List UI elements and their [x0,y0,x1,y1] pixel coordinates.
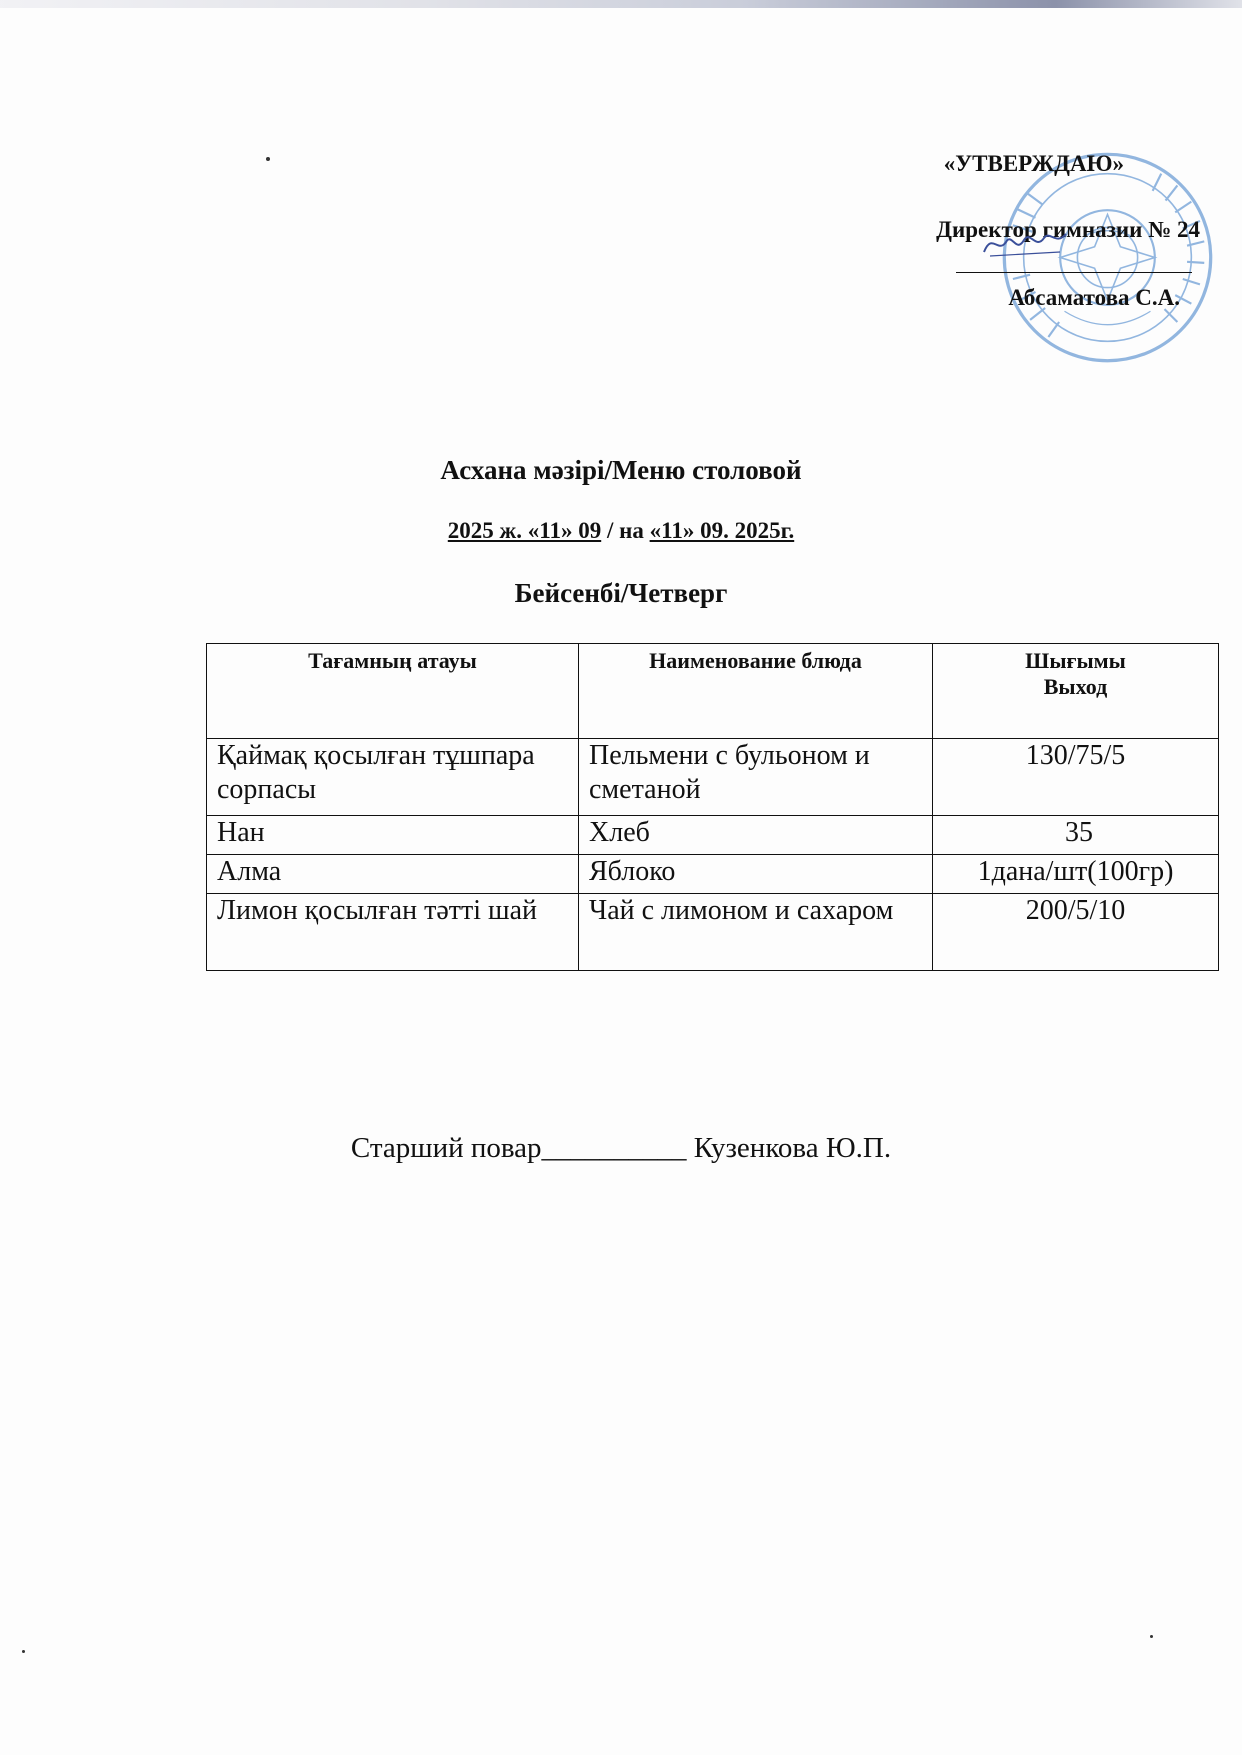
column-header-yield: Шығымы Выход [933,644,1219,739]
dish-name-kz: Қаймақ қосылған тұшпара сорпасы [207,739,579,816]
date-separator: / на [601,518,650,543]
director-handwritten-signature [980,224,1070,264]
approval-heading: «УТВЕРЖДАЮ» [943,151,1124,176]
dish-name-kz: Алма [207,855,579,894]
scan-edge [0,0,1242,8]
table-row [207,739,1219,816]
dish-yield: 35 [933,816,1219,855]
dish-name-ru: Чай с лимоном и сахаром [579,894,933,971]
table-row [207,894,1219,971]
dish-name-kz: Нан [207,816,579,855]
dish-yield: 1дана/шт(100гр) [933,855,1219,894]
date-kz: 2025 ж. «11» 09 [447,518,602,543]
menu-table [206,643,1219,971]
column-header-kz: Тағамның атауы [207,644,579,739]
dish-yield: 130/75/5 [933,739,1219,816]
scan-speck [22,1650,25,1653]
menu-day: Бейсенбі/Четверг [514,578,728,608]
director-name: Абсаматова С.А. [1008,285,1180,310]
date-ru: «11» 09. 2025г. [649,518,795,543]
dish-name-ru: Пельмени с бульоном и сметаной [579,739,933,816]
table-row [207,816,1219,855]
director-signature-line [956,272,1192,273]
column-header-ru: Наименование блюда [579,644,933,739]
dish-name-ru: Хлеб [579,816,933,855]
table-header-row [207,644,1219,739]
menu-date [0,518,1242,544]
head-cook-signature: Старший повар__________ Кузенкова Ю.П. [350,1132,892,1164]
dish-yield: 200/5/10 [933,894,1219,971]
approval-position: Директор гимназии № 24 [936,217,1200,242]
dish-name-kz: Лимон қосылған тәтті шай [207,894,579,971]
table-row [207,855,1219,894]
scan-speck [1150,1635,1153,1638]
scan-speck [266,157,270,161]
menu-title: Асхана мәзірі/Меню столовой [440,455,802,485]
dish-name-ru: Яблоко [579,855,933,894]
